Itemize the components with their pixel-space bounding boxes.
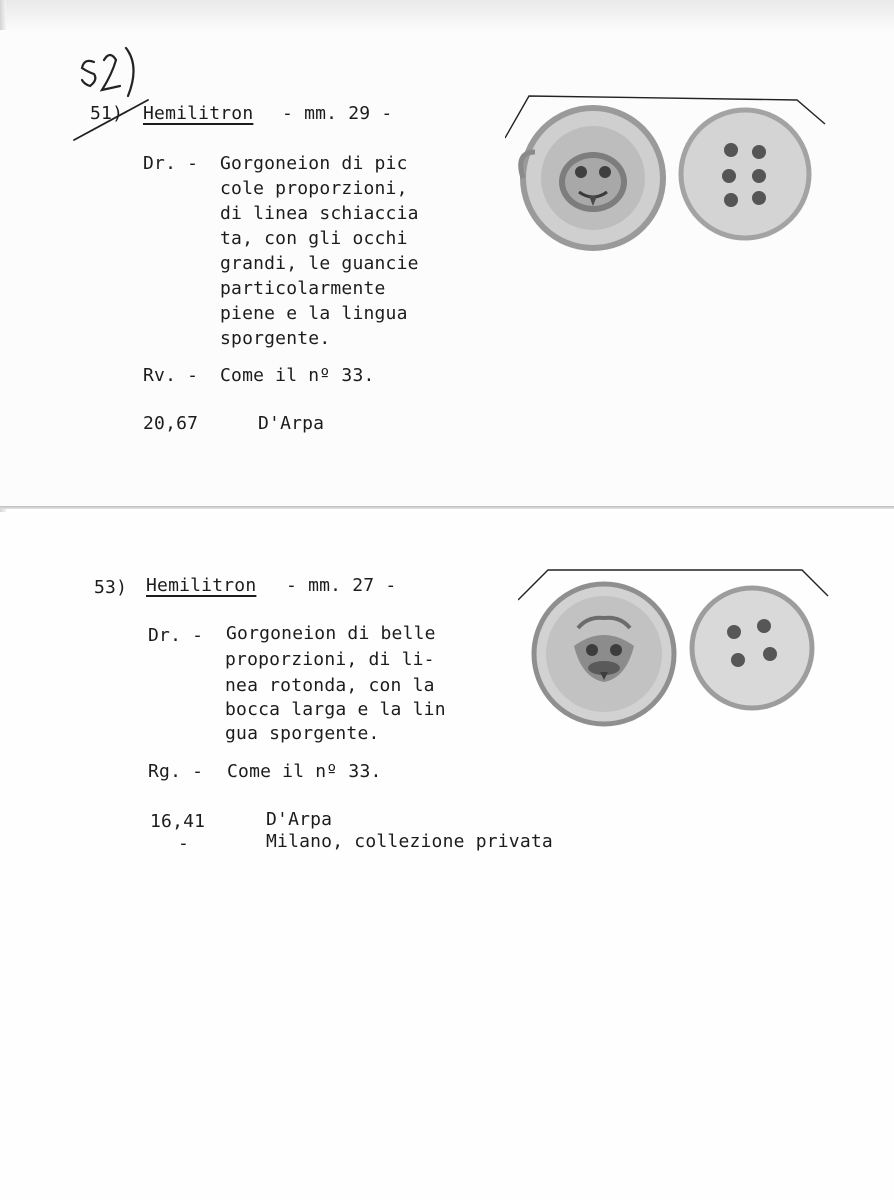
obverse-label: Dr. - [143,153,199,174]
reverse-text: Come il nº 33. [227,761,382,782]
coin-photo-53 [518,568,830,734]
reverse-label: Rv. - [143,365,199,386]
obverse-line: gua sporgente. [225,723,380,744]
provenance: D'Arpa [258,413,325,434]
card-separator [0,506,894,509]
obverse-line: piene e la lingua [220,303,408,324]
diameter: - mm. 27 - [286,575,397,596]
obverse-line: sporgente. [220,328,331,349]
provenance: D'Arpa [266,809,333,830]
handwritten-number-52 [70,40,160,150]
four-pellet-coin [692,588,812,708]
six-pellet-coin [681,110,809,238]
coin-photo-52 [505,92,827,257]
obverse-line: particolarmente [220,278,386,299]
obverse-line: grandi, le guancie [220,253,419,274]
denomination: Hemilitron [143,103,254,124]
obverse-label: Dr. - [148,625,204,646]
diameter: - mm. 29 - [282,103,393,124]
reverse-text: Come il nº 33. [220,365,375,386]
scan-border-top [0,0,894,34]
weight: 16,41 [150,811,206,832]
obverse-line: ta, con gli occhi [220,228,408,249]
obverse-line: nea rotonda, con la [225,675,435,696]
entry-number: 53) [94,577,128,598]
obverse-line: Gorgoneion di pic [220,153,408,174]
weight: 20,67 [143,413,199,434]
provenance: Milano, collezione privata [266,831,553,852]
obverse-line: bocca larga e la lin [225,699,446,720]
obverse-line: Gorgoneion di belle [226,623,436,644]
obverse-line: proporzioni, di li- [225,649,435,670]
gorgoneion-coin [534,584,674,724]
obverse-line: di linea schiaccia [220,203,419,224]
gorgoneion-coin [521,108,663,248]
obverse-line: cole proporzioni, [220,178,408,199]
denomination: Hemilitron [146,575,257,596]
weight: - [178,833,190,854]
reverse-label: Rg. - [148,761,204,782]
entry-number-struck: 51) [90,103,124,124]
